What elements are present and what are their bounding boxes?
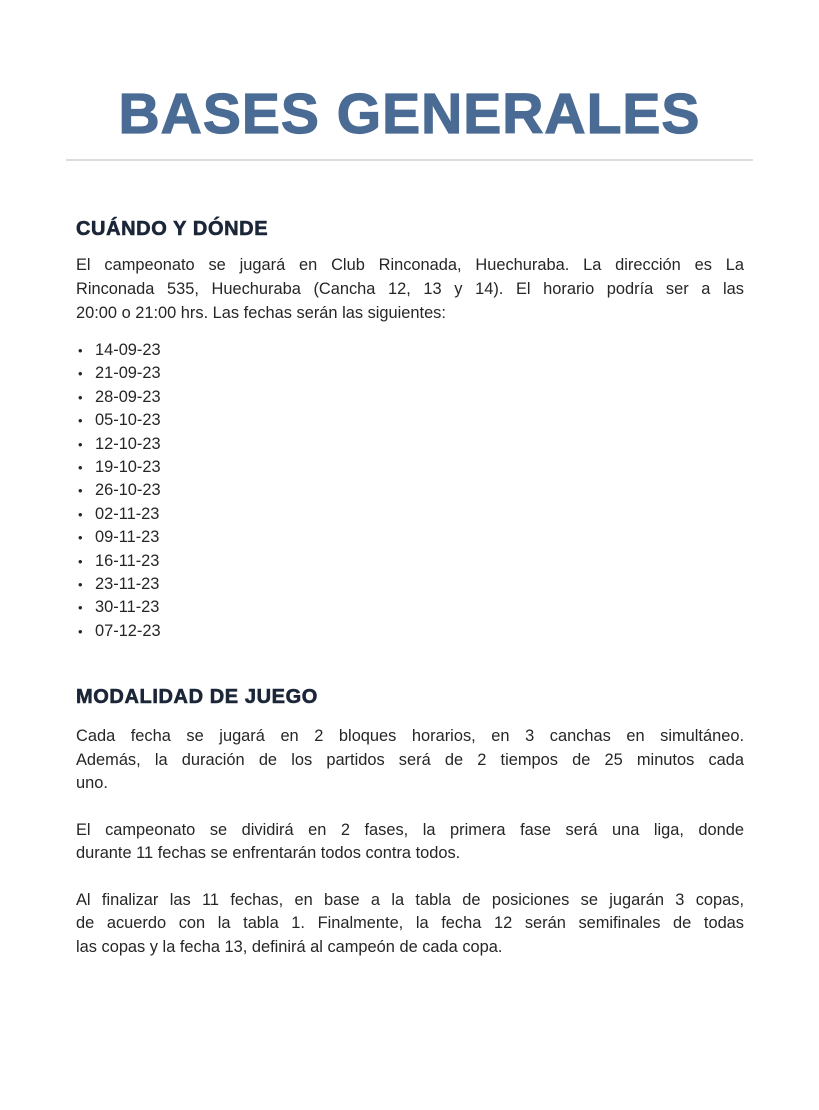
paragraph-line: de acuerdo con la tabla 1. Finalmente, la fecha 12 serán semifinales de todas (76, 914, 744, 933)
paragraph-line: Cada fecha se jugará en 2 bloques horarios, en 3 canchas en simultáneo. (76, 727, 744, 746)
date-value: 07-12-23 (95, 621, 161, 640)
date-value: 16-11-23 (95, 551, 160, 570)
paragraph-location (76, 253, 744, 325)
bullet-dot: • (78, 530, 83, 546)
date-list-item (76, 550, 744, 573)
bullet-dot: • (78, 389, 83, 405)
date-list-item (76, 362, 744, 385)
paragraph-line: uno. (76, 774, 108, 793)
paragraph-cups (76, 889, 744, 960)
bullet-dot: • (78, 343, 83, 358)
date-list-item (76, 596, 744, 619)
bullet-dot: • (78, 577, 83, 593)
date-value: 05-10-23 (95, 411, 161, 430)
paragraph-line: El campeonato se jugará en Club Rinconada, Huechuraba. La dirección es La (76, 256, 744, 274)
paragraph-line: las copas y la fecha 13, definirá al campeón de cada copa. (76, 937, 503, 956)
date-list-item (76, 503, 744, 526)
paragraph-format (76, 725, 744, 796)
date-list-item (76, 456, 744, 479)
date-list-item (76, 386, 744, 409)
date-list-item (76, 409, 744, 432)
bullet-dot: • (78, 600, 83, 616)
paragraph-line: Rinconada 535, Huechuraba (Cancha 12, 13 y 14). El horario podría ser a las (76, 280, 744, 298)
date-list-item (76, 620, 744, 643)
date-list-item (76, 573, 744, 596)
dates-list (76, 339, 744, 643)
section-heading-cuando-y-donde: CUÁNDO Y DÓNDE (76, 218, 269, 240)
paragraph-line: Al finalizar las 11 fechas, en base a la tabla de posiciones se jugarán 3 copas, (76, 890, 744, 909)
date-value: 26-10-23 (95, 481, 161, 500)
bullet-dot: • (78, 483, 83, 499)
date-value: 21-09-23 (95, 364, 161, 383)
date-value: 19-10-23 (95, 458, 161, 477)
title-divider (66, 159, 753, 161)
section-modalidad-de-juego (76, 685, 744, 959)
document-page (0, 82, 819, 1110)
date-value: 14-09-23 (95, 341, 161, 359)
section-cuando-y-donde (76, 217, 744, 643)
section-heading-modalidad-de-juego: MODALIDAD DE JUEGO (76, 686, 318, 709)
paragraph-line: 20:00 o 21:00 hrs. Las fechas serán las siguientes: (76, 304, 446, 322)
bullet-dot: • (78, 623, 83, 639)
date-list-item (76, 339, 744, 362)
paragraph-line: Además, la duración de los partidos será de 2 tiempos de 25 minutos cada (76, 750, 744, 769)
date-list-item (76, 479, 744, 502)
paragraph-line: durante 11 fechas se enfrentarán todos contra todos. (76, 844, 461, 863)
bullet-dot: • (78, 366, 83, 382)
date-list-item (76, 526, 744, 549)
date-list-item (76, 433, 744, 456)
date-value: 12-10-23 (95, 434, 161, 453)
bullet-dot: • (78, 553, 83, 569)
bullet-dot: • (78, 460, 83, 476)
page-title: BASES GENERALES (118, 82, 701, 146)
date-value: 28-09-23 (95, 387, 161, 406)
bullet-dot: • (78, 506, 83, 522)
date-value: 02-11-23 (95, 504, 160, 523)
bullet-dot: • (78, 436, 83, 452)
bullet-dot: • (78, 413, 83, 429)
document-content (76, 217, 744, 959)
date-value: 30-11-23 (95, 598, 160, 617)
date-value: 23-11-23 (95, 575, 160, 594)
paragraph-line: El campeonato se dividirá en 2 fases, la primera fase será una liga, donde (76, 820, 744, 839)
paragraph-phases (76, 819, 744, 866)
date-value: 09-11-23 (95, 528, 160, 547)
